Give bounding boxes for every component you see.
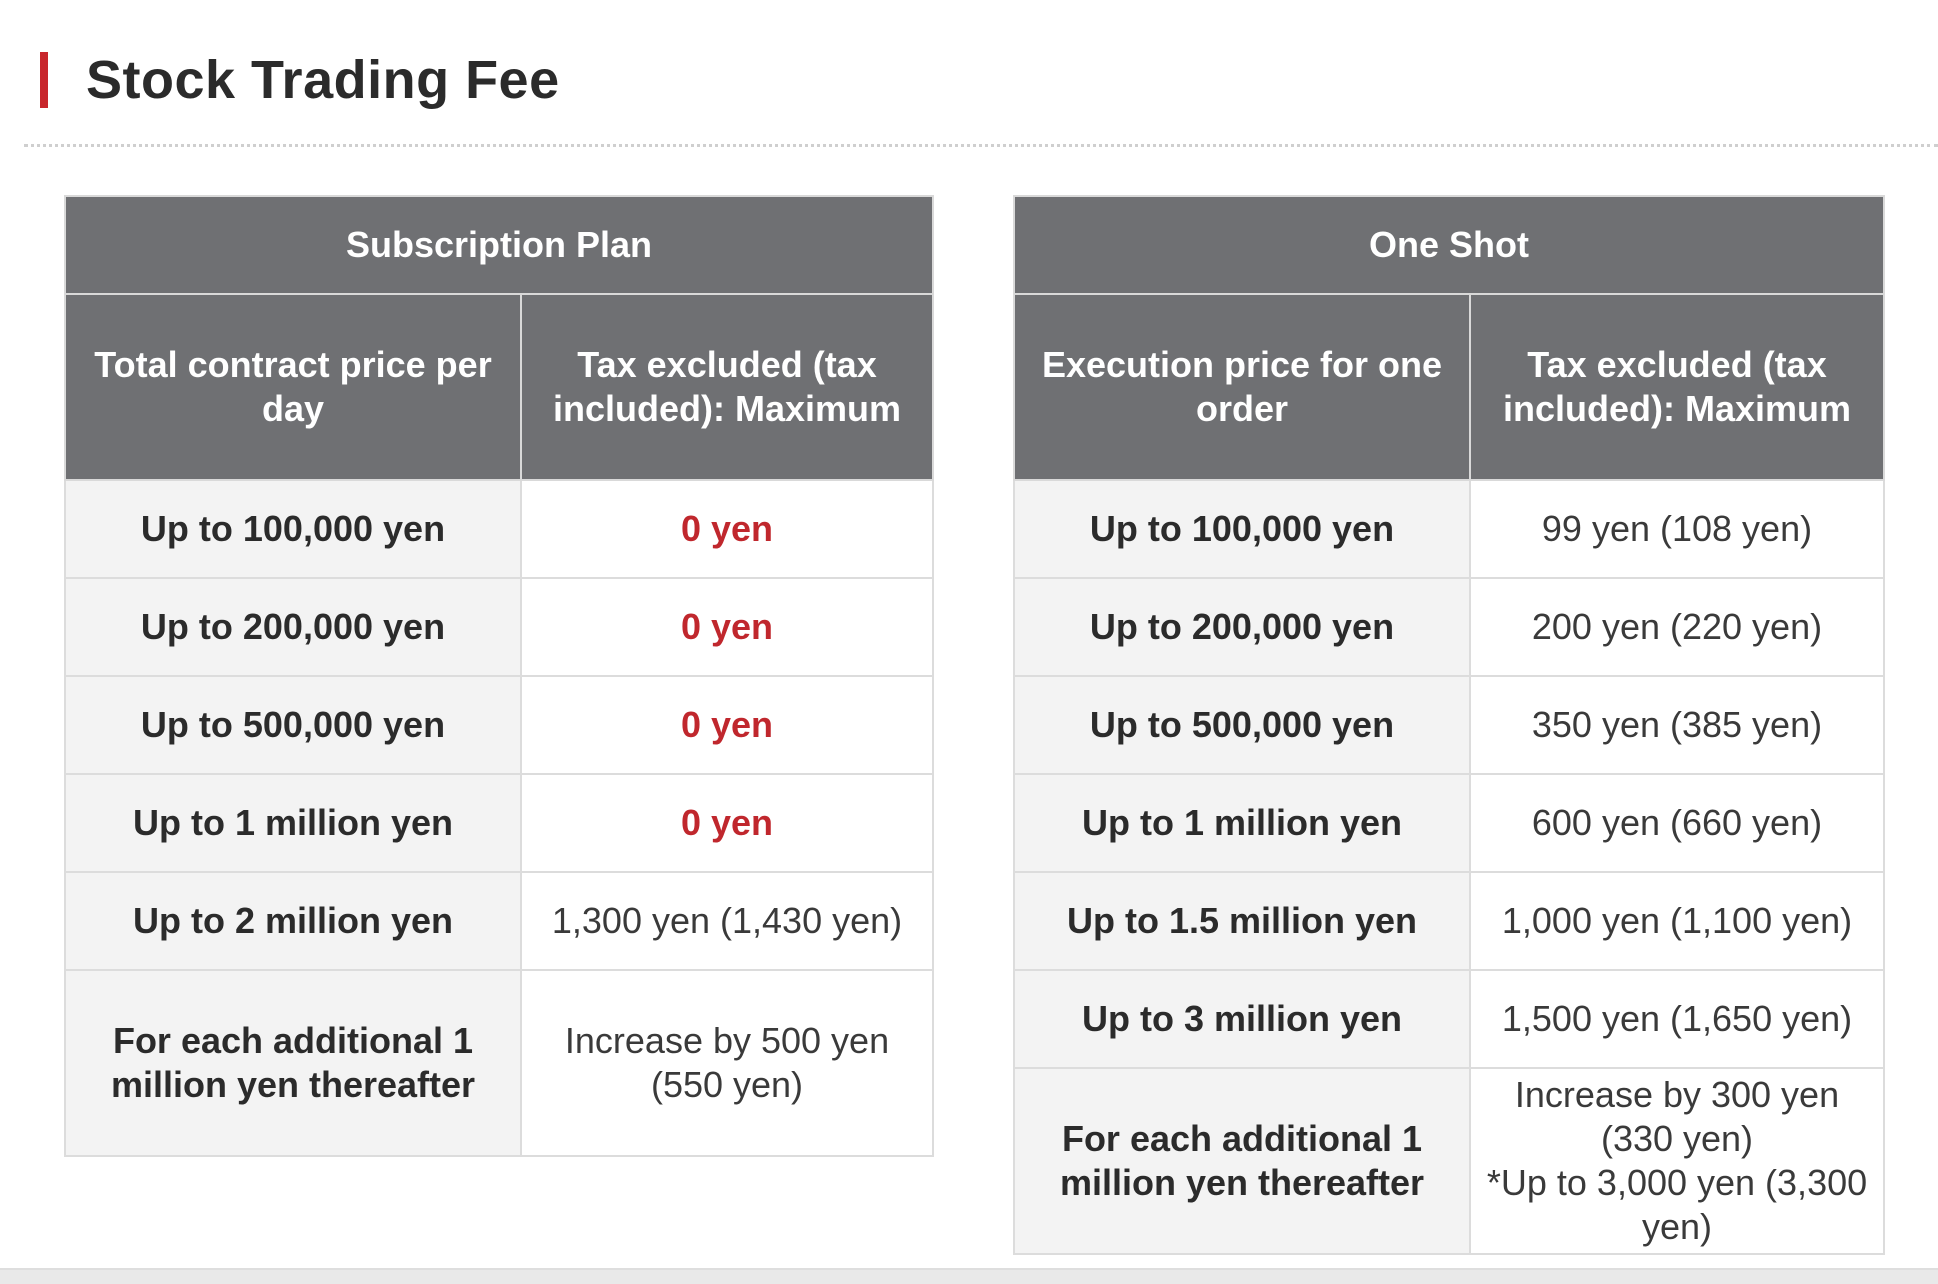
price-range-cell: Up to 1.5 million yen	[1014, 872, 1470, 970]
page-title: Stock Trading Fee	[86, 50, 560, 110]
price-range-cell: Up to 3 million yen	[1014, 970, 1470, 1068]
table-row	[1014, 872, 1884, 970]
fee-cell: 1,300 yen (1,430 yen)	[521, 872, 933, 970]
price-range-cell: For each additional 1 million yen thereafter	[65, 970, 521, 1156]
fee-cell	[1470, 1068, 1884, 1254]
price-range-cell: Up to 200,000 yen	[65, 578, 521, 676]
bottom-scroll-edge	[0, 1268, 1938, 1284]
table-row	[1014, 578, 1884, 676]
price-range-cell: Up to 200,000 yen	[1014, 578, 1470, 676]
price-range-cell: Up to 100,000 yen	[1014, 480, 1470, 578]
table-row	[65, 872, 933, 970]
dotted-divider	[24, 144, 1938, 147]
table-row	[1014, 970, 1884, 1068]
fee-cell: 0 yen	[521, 774, 933, 872]
price-range-cell: Up to 500,000 yen	[65, 676, 521, 774]
fee-cell: 200 yen (220 yen)	[1470, 578, 1884, 676]
table-row	[1014, 480, 1884, 578]
fee-cell: 600 yen (660 yen)	[1470, 774, 1884, 872]
fee-cell: Increase by 500 yen (550 yen)	[521, 970, 933, 1156]
fee-cell: 0 yen	[521, 578, 933, 676]
one-shot-price-header: Execution price for one order	[1014, 294, 1470, 480]
fee-cell: 99 yen (108 yen)	[1470, 480, 1884, 578]
price-range-cell: Up to 1 million yen	[65, 774, 521, 872]
one-shot-fee-header: Tax excluded (tax included): Maximum	[1470, 294, 1884, 480]
fee-cap-note: *Up to 3,000 yen (3,300 yen)	[1486, 1162, 1868, 1247]
heading-accent-bar	[40, 52, 48, 108]
subscription-plan-table	[64, 195, 934, 1157]
table-row	[1014, 774, 1884, 872]
subscription-plan-title: Subscription Plan	[65, 196, 933, 294]
price-range-cell: Up to 1 million yen	[1014, 774, 1470, 872]
fee-cell: 1,500 yen (1,650 yen)	[1470, 970, 1884, 1068]
table-row	[1014, 1068, 1884, 1254]
table-row	[65, 676, 933, 774]
price-range-cell: Up to 100,000 yen	[65, 480, 521, 578]
price-range-cell: Up to 2 million yen	[65, 872, 521, 970]
table-row	[65, 578, 933, 676]
fee-increase-text: Increase by 300 yen (330 yen)	[1514, 1074, 1840, 1159]
section-heading	[40, 40, 560, 120]
fee-cell: 350 yen (385 yen)	[1470, 676, 1884, 774]
table-row	[1014, 676, 1884, 774]
table-row	[65, 480, 933, 578]
table-row	[65, 774, 933, 872]
fee-cell: 0 yen	[521, 676, 933, 774]
table-row	[65, 970, 933, 1156]
subscription-price-header: Total contract price per day	[65, 294, 521, 480]
subscription-fee-header: Tax excluded (tax included): Maximum	[521, 294, 933, 480]
price-range-cell: Up to 500,000 yen	[1014, 676, 1470, 774]
price-range-cell: For each additional 1 million yen thereafter	[1014, 1068, 1470, 1254]
fee-cell: 0 yen	[521, 480, 933, 578]
fee-cell: 1,000 yen (1,100 yen)	[1470, 872, 1884, 970]
one-shot-title: One Shot	[1014, 196, 1884, 294]
one-shot-table	[1013, 195, 1885, 1255]
